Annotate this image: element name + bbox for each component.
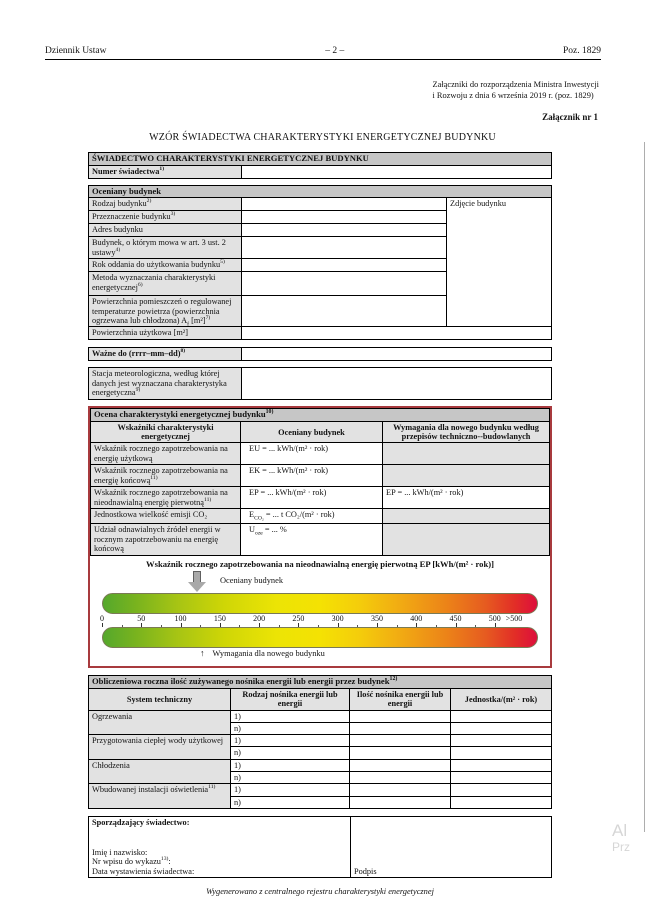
watermark-line1: Al [612,821,628,840]
usage-hot-water-label: Przygotowania ciepłej wody użytkowej [89,735,231,760]
axis-tick-label: 500 [488,614,501,624]
usage-col-header-unit: Jednostka/(m² · rok) [451,689,552,711]
building-table [88,185,552,341]
energy-bar-bottom [102,627,538,648]
building-usable-area-label: Powierzchnia użytkowa [m²] [89,327,242,340]
usage-table [88,675,552,808]
axis-tick-label: 250 [292,614,305,624]
usage-cooling-entry-1: 1) [231,759,350,771]
axis-tick [122,625,123,628]
building-type-value [242,198,447,211]
usage-hot-water-entry-1: 1) [231,735,350,747]
usage-hot-water-entry-n: n) [231,747,350,759]
eu-value: EU = ... kWh/(m² · rok) [241,443,383,465]
meteo-station-value [242,368,552,400]
axis-tick [141,623,142,627]
usage-hot-water-unit-1 [451,735,552,747]
usage-cooling-amount-1 [350,759,451,771]
usage-col-header-system: System techniczny [89,689,231,711]
axis-tick [416,623,417,627]
co2-label: Jednostkowa wielkość emisji CO₂ [91,509,241,524]
signature-cell [351,816,552,877]
res-share-label: Udział odnawialnych źródeł energii w rocznym zapotrzebowaniu na energię końcową [91,524,241,556]
axis-tick [239,625,240,628]
energy-scale-title: Wskaźnik rocznego zapotrzebowania na nieodnawialną energię pierwotną EP [kWh/(m² · rok)] [146,559,494,570]
usage-cooling-label: Chłodzenia [89,759,231,784]
usage-hot-water-amount-1 [350,735,451,747]
watermark [612,822,630,854]
usage-section-title: Obliczeniowa roczna ilość zużywanego nośnika energii lub energii przez budynek$^{12)}$ [89,676,552,689]
axis-tick [456,623,457,627]
issuer-register-label: Nr wpisu do wykazu$^{13)}$: [92,856,171,867]
usage-cooling-amount-n [350,772,451,784]
building-section-title: Oceniany budynek [89,185,552,198]
usage-col-header-carrier: Rodzaj nośnika energii lub energii [231,689,350,711]
certificate-number-value [242,165,552,178]
building-purpose-label: Przeznaczenie budynku$^{3)}$ [89,211,242,224]
axis-tick [377,623,378,627]
building-method-label: Metoda wyznaczania charakterystyki energetycznej$^{6)}$ [89,272,242,296]
usage-heating-label: Ogrzewania [89,710,231,735]
axis-tick [279,625,280,628]
usage-hot-water-amount-n [350,747,451,759]
building-usable-area-value [242,327,552,340]
axis-tick-label: >500 [505,614,523,624]
valid-until-value [242,348,552,361]
axis-tick-label: 150 [213,614,226,624]
usage-lighting-entry-1: 1) [231,784,350,796]
watermark-line2: Prz [612,839,630,854]
axis-tick [298,623,299,627]
ek-label: Wskaźnik rocznego zapotrzebowania na energię końcową$^{11)}$ [91,465,241,487]
energy-scale [90,556,550,666]
eu-requirement [383,443,550,465]
building-year-label: Rok oddania do użytkowania budynku$^{5)}$ [89,259,242,272]
requirements-arrow-icon: ↑ [200,648,205,659]
issuer-date-label: Data wystawienia świadectwa: [92,866,195,876]
assessment-col-header-rated: Oceniany budynek [241,421,383,443]
building-type-label: Rodzaj budynku$^{2)}$ [89,198,242,211]
building-year-value [242,259,447,272]
issuer-info-cell [89,816,351,877]
ek-requirement [383,465,550,487]
eu-label: Wskaźnik rocznego zapotrzebowania na energię użytkową [91,443,241,465]
usage-cooling-unit-1 [451,759,552,771]
certificate-header-table [88,152,552,179]
co2-requirement [383,509,550,524]
rated-building-arrow-icon [188,571,206,592]
res-share-value: $U_{oze}$ = ... % [241,524,383,556]
page-header [45,46,601,60]
axis-tick [357,625,358,628]
issuer-table [88,816,552,878]
attachment-note [432,80,599,101]
building-purpose-value [242,211,447,224]
usage-lighting-unit-n [451,796,552,808]
building-address-label: Adres budynku [89,224,242,237]
building-art3-value [242,237,447,259]
energy-bar-top [102,593,538,614]
res-share-requirement [383,524,550,556]
ek-value: EK = ... kWh/(m² · rok) [241,465,383,487]
usage-lighting-unit-1 [451,784,552,796]
ep-value: EP = ... kWh/(m² · rok) [241,487,383,509]
certificate-title: ŚWIADECTWO CHARAKTERYSTYKI ENERGETYCZNEJ BUDYNKU [89,153,552,166]
usage-lighting-entry-n: n) [231,796,350,808]
assessment-table [90,408,550,556]
footer-note: Wygenerowano z centralnego rejestru charakterystyki energetycznej [206,887,434,896]
requirements-label: Wymagania dla nowego budynku [212,649,325,659]
assessment-col-header-requirements: Wymagania dla nowego budynku według przepisów techniczno--budowlanych [383,421,550,443]
axis-tick-label: 100 [174,614,187,624]
building-conditioned-area-label: Powierzchnia pomieszczeń o regulowanej temperaturze powietrza (powierzchnia ogrzewana lub chłodzona) $A_f$ $[m^2]^{7)}$ [89,296,242,327]
axis-tick [397,625,398,628]
ep-label: Wskaźnik rocznego zapotrzebowania na nieodnawialną energię pierwotną$^{11)}$ [91,487,241,509]
axis-tick-label: 350 [370,614,383,624]
axis-tick [181,623,182,627]
usage-heating-unit-n [451,722,552,734]
axis-tick-label: 300 [331,614,344,624]
axis-tick-label: 50 [137,614,146,624]
attachment-number: Załącznik nr 1 [542,112,598,122]
document-title: WZÓR ŚWIADECTWA CHARAKTERYSTYKI ENERGETYCZNEJ BUDYNKU [149,132,496,143]
axis-tick [161,625,162,628]
axis-tick [318,625,319,628]
axis-tick [102,623,103,627]
rated-building-label: Oceniany budynek [220,576,284,586]
energy-scale-axis [102,614,538,627]
axis-tick-label: 200 [253,614,266,624]
usage-lighting-amount-n [350,796,451,808]
building-address-value [242,224,447,237]
co2-value: $E_{CO_2}$ = ... t CO₂/(m² · rok) [241,509,383,524]
building-method-value [242,272,447,296]
attachment-note-line1: Załączniki do rozporządzenia Ministra Inwestycji [432,80,599,89]
axis-tick [436,625,437,628]
axis-tick-label: 450 [449,614,462,624]
position-number: Poz. 1829 [562,46,601,56]
axis-tick [338,623,339,627]
attachment-note-line2: i Rozwoju z dnia 6 września 2019 r. (poz. 1829) [432,90,594,100]
usage-heating-amount-1 [350,710,451,722]
certificate-number-label: Numer świadectwa$^{1)}$ [89,165,242,178]
ep-requirement: EP = ... kWh/(m² · rok) [383,487,550,509]
valid-until-label: Ważne do (rrrr–mm–dd)$^{8)}$ [89,348,242,361]
certificate-form [88,152,552,896]
meteo-table [88,367,552,400]
usage-col-header-amount: Ilość nośnika energii lub energii [350,689,451,711]
axis-tick [259,623,260,627]
axis-tick-label: 400 [410,614,423,624]
usage-lighting-label: Wbudowanej instalacji oświetlenia$^{11)}$ [89,784,231,809]
assessment-col-header-indicators: Wskaźniki charakterystyki energetycznej [91,421,241,443]
usage-heating-amount-n [350,722,451,734]
usage-cooling-unit-n [451,772,552,784]
assessment-section-title: Ocena charakterystyki energetycznej budynku$^{10)}$ [91,409,550,422]
usage-lighting-amount-1 [350,784,451,796]
journal-name: Dziennik Ustaw [45,46,107,56]
usage-cooling-entry-n: n) [231,772,350,784]
axis-tick [200,625,201,628]
building-art3-label: Budynek, o którym mowa w art. 3 ust. 2 ustawy$^{4)}$ [89,237,242,259]
axis-tick-label: 0 [100,614,104,624]
usage-heating-entry-n: n) [231,722,350,734]
axis-tick [220,623,221,627]
usage-heating-unit-1 [451,710,552,722]
axis-tick [495,623,496,627]
building-conditioned-area-value [242,296,447,327]
axis-tick [475,625,476,628]
issuer-name-label: Imię i nazwisko: [92,848,148,858]
valid-until-table [88,347,552,361]
building-photo-cell: Zdjęcie budynku [447,198,552,327]
page-number: – 2 – [325,46,345,56]
usage-heating-entry-1: 1) [231,710,350,722]
issuer-title: Sporządzający świadectwo: [92,817,190,827]
meteo-station-label: Stacja meteorologiczna, według której danych jest wyznaczana charakterystyka energetyczna$^{9)}$ [89,368,242,400]
usage-hot-water-unit-n [451,747,552,759]
assessment-section [88,406,552,668]
signature-label: Podpis [354,866,377,876]
